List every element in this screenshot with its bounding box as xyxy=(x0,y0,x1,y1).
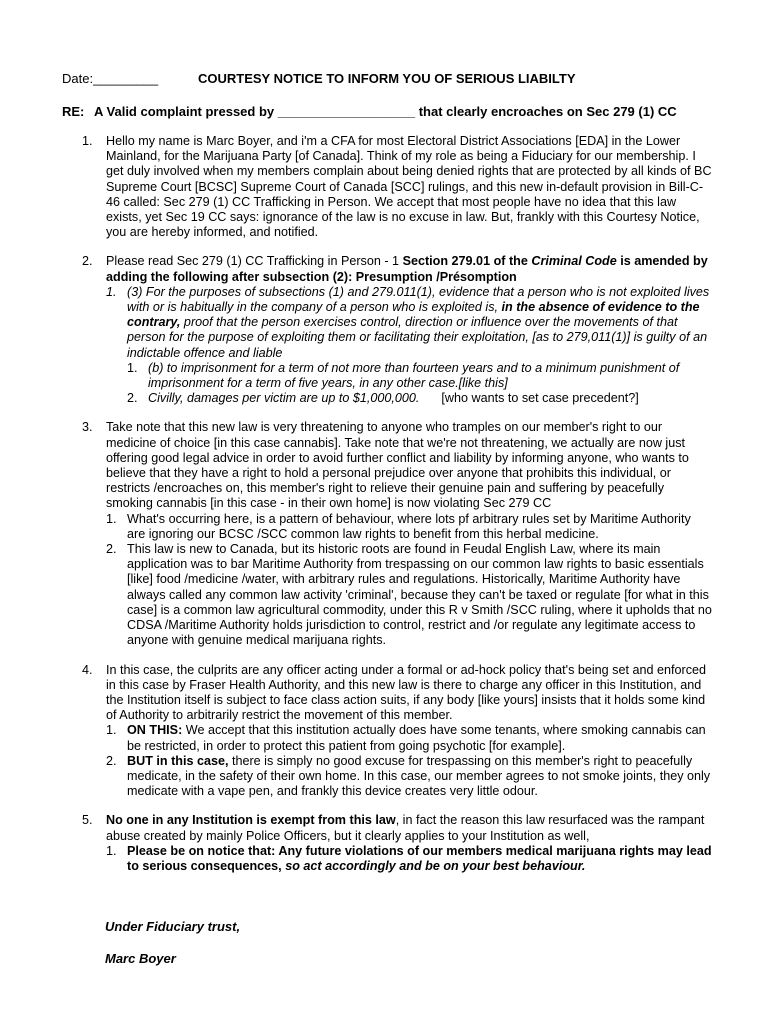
subitem-bold-italic-text: so act accordingly and be on your best behaviour. xyxy=(285,858,586,873)
subitem-number: 1. xyxy=(127,360,138,375)
subitem-text: Civilly, damages per victim are up to $1,000,000. xyxy=(148,391,420,406)
nested-subitem xyxy=(127,361,712,391)
paragraph-number: 4. xyxy=(82,662,93,677)
subitem-number: 1. xyxy=(106,511,117,526)
paragraph-4 xyxy=(82,663,712,800)
subitem-bold-text: ON THIS: xyxy=(127,723,183,738)
subitem-number: 2. xyxy=(127,391,138,406)
subitem-bold-text: Please be on notice that: Any future violations of our members medical marijuana rights may lead to serious consequences, xyxy=(127,843,712,873)
paragraph-text: In this case, the culprits are any officer acting under a formal or ad-hock policy that's being set and enforced in this case by Fraser Health Authority, and this new law is there to charge any officer in this Institution, and the Institution itself is subject to face class action suits, if any body [like yours] insists that it holds some kind of Authority to arbitrarily restrict the movement of this member. xyxy=(106,662,707,723)
paragraph-number: 5. xyxy=(82,813,93,828)
subitem xyxy=(106,542,712,648)
subitem-text: [who wants to set case precedent?] xyxy=(441,391,639,406)
paragraph-text: , in fact the reason this law resurfaced was the rampant abuse created by mainly Police Officers, but it clearly applies to your Institution as well, xyxy=(106,813,705,843)
subitem xyxy=(106,754,712,800)
paragraph-5 xyxy=(82,813,712,874)
subitem-number: 1. xyxy=(106,284,117,299)
re-text: A Valid complaint pressed by ___________________ that clearly encroaches on Sec 279 (1) CC xyxy=(94,104,677,119)
re-line xyxy=(62,104,752,119)
paragraph-text: Take note that this new law is very threatening to anyone who tramples on our member's right to our medicine of choice [in this case cannabis]. Take note that we're not threatening, we actually are now just offering good legal advice in order to avoid further conflict and liability by informing anyone, who wants to believe that they have a right to hold a personal prejudice over anyone that prohibits this individual, or restricts /encroaches on, this member's right to relieve their genuine pain and suffering by peacefully smoking cannabis [in this case - in their own home] is now violating Sec 279 CC xyxy=(106,420,689,511)
subitem-bold-text: in the absence of evidence to the contrary, xyxy=(127,300,700,330)
paragraph-bold-text: Section 279.01 of the xyxy=(402,254,532,269)
paragraph-number: 2. xyxy=(82,254,93,269)
subitem-text: What's occurring here, is a pattern of behaviour, where lots pf arbitrary rules set by Maritime Authority are ignoring our BCSC /SCC common law rights to benefit from this herbal medicine. xyxy=(127,511,691,541)
subitem-text: (b) to imprisonment for a term of not more than fourteen years and to a minimum punishment of imprisonment for a term of five years, in any other case.[like this] xyxy=(148,360,680,391)
notice-body xyxy=(82,134,712,888)
subitem xyxy=(106,844,712,874)
subitem-text: proof that the person exercises control, direction or influence over the movements of that person for the purpose of exploiting them or facilitating their exploitation, [as to 279,011(1)] is guilty of an indictable offence and liable xyxy=(127,315,708,360)
subitem xyxy=(106,723,712,753)
paragraph-3 xyxy=(82,420,712,648)
subitem-text: We accept that this institution actually does have some tenants, where smoking cannabis can be restricted, in order to protect this patient from going psychotic [for example]. xyxy=(127,723,706,753)
re-label: RE: xyxy=(62,104,85,119)
subitem-number: 1. xyxy=(106,723,117,738)
nested-subitem xyxy=(127,391,712,406)
paragraph-1 xyxy=(82,134,712,240)
subitem-text: (3) For the purposes of subsections (1) and 279.011(1), evidence that a person who is not exploited lives with or is habitually in the company of a person who is exploited is, xyxy=(127,284,710,315)
paragraph-text: Please read Sec 279 (1) CC Trafficking in Person - 1 xyxy=(106,254,403,269)
subitem-number: 2. xyxy=(106,753,117,768)
paragraph-text: Hello my name is Marc Boyer, and i'm a CFA for most Electoral District Associations [EDA] in the Lower Mainland, for the Marijuana Party [of Canada]. Think of my role as being a Fiduciary for our membership. I get duly involved when my members complain about being denied rights that are protected by all kinds of BC Supreme Court [BCSC] Supreme Court of Canada [SCC] rulings, and this new in-default provision in Bill-C-46 called: Sec 279 (1) CC Trafficking in Person. We accept that most people have no idea that this law exists, yet Sec 19 CC says: ignorance of the law is no excuse in law. But, frankly with this Courtesy Notice, you are hereby informed, and notified. xyxy=(106,134,712,240)
paragraph-bold-italic-text: Criminal Code xyxy=(531,254,617,269)
subitem xyxy=(106,285,712,407)
paragraph-bold-text: No one in any Institution is exempt from this law xyxy=(106,813,396,828)
paragraph-number: 1. xyxy=(82,134,93,148)
closing-line: Under Fiduciary trust, xyxy=(105,919,241,934)
subitem-number: 1. xyxy=(106,843,117,858)
paragraph-2 xyxy=(82,254,712,406)
paragraph-number: 3. xyxy=(82,420,93,435)
subitem xyxy=(106,512,712,542)
subitem-text: This law is new to Canada, but its historic roots are found in Feudal English Law, where its main application was to bar Maritime Authority from trespassing on our common law rights to basic essentials [like] food /medicine /water, with arbitrary rules and regulations. Historically, Maritime Authority have always called any common law activity 'criminal', because they can't be taxed or regulate [for what in this case] is a common law agricultural commodity, under this R v Smith /SCC ruling, where it upholds that no CDSA /Maritime Authority holds jurisdiction to control, restrict and /or regulate any legitimate access to anyone with genuine medical marijuana rights. xyxy=(127,542,712,648)
paragraph-bold-text: is amended by adding the following after subsection (2): Presumption /Présomption xyxy=(106,254,708,284)
subitem-number: 2. xyxy=(106,542,117,557)
notice-title: COURTESY NOTICE TO INFORM YOU OF SERIOUS LIABILTY xyxy=(198,71,576,86)
subitem-bold-text: BUT in this case, xyxy=(127,753,229,768)
subitem-text: there is simply no good excuse for trespassing on this member's right to peacefully medicate, in the safety of their own home. In this case, our member agrees to not smoke joints, they only medicate with a vape pen, and frankly this device creates very little odour. xyxy=(127,753,711,799)
date-label: Date:_________ xyxy=(62,71,159,86)
signature-name: Marc Boyer xyxy=(105,951,176,966)
